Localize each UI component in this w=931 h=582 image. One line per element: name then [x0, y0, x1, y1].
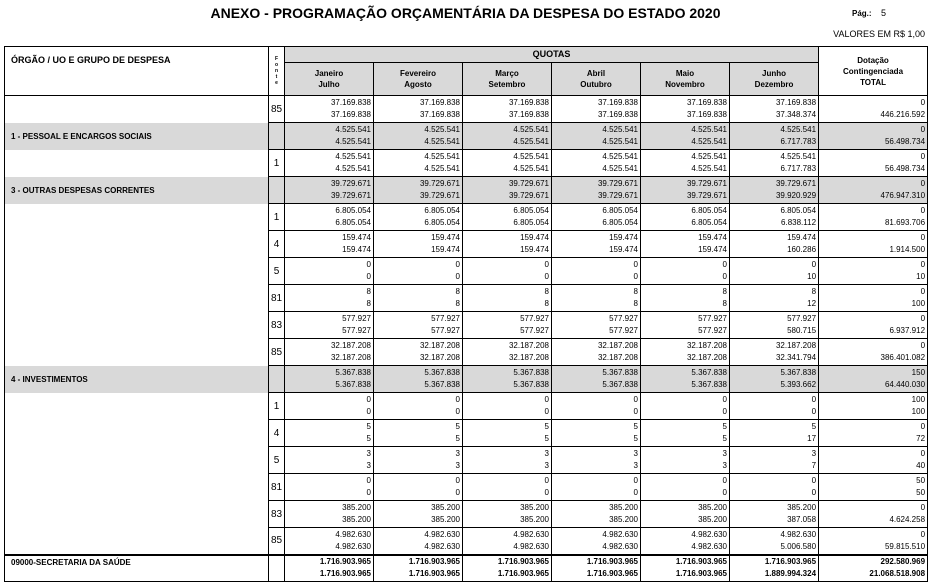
summary-row: [5, 555, 928, 582]
quota-cell: 0 0: [552, 474, 641, 501]
quota-cell: 0 0: [463, 393, 552, 420]
table-row: [5, 501, 928, 528]
fonte-cell: [269, 177, 285, 204]
quota-cell: 577.927 577.927: [285, 312, 374, 339]
fonte-cell: 1: [269, 150, 285, 177]
quota-cell: 0 0: [463, 474, 552, 501]
table-row: [5, 312, 928, 339]
report-title: ANEXO - PROGRAMAÇÃO ORÇAMENTÁRIA DA DESPESA DO ESTADO 2020: [210, 5, 721, 21]
quota-cell: 37.169.838 37.169.838: [285, 96, 374, 123]
total-cell: 100 100: [819, 393, 928, 420]
quota-cell: 6.805.054 6.805.054: [552, 204, 641, 231]
quota-cell: 577.927 580.715: [730, 312, 819, 339]
row-label: 3 - OUTRAS DESPESAS CORRENTES: [5, 177, 269, 204]
quota-cell: 37.169.838 37.169.838: [552, 96, 641, 123]
quota-cell: 32.187.208 32.187.208: [374, 339, 463, 366]
table-row: [5, 258, 928, 285]
row-label: 1 - PESSOAL E ENCARGOS SOCIAIS: [5, 123, 269, 150]
quota-cell: 4.525.541 4.525.541: [463, 150, 552, 177]
row-label: [5, 420, 269, 447]
quota-cell: 1.716.903.965 1.716.903.965: [641, 555, 730, 582]
quota-cell: 385.200 385.200: [285, 501, 374, 528]
total-cell: 0 1.914.500: [819, 231, 928, 258]
quota-cell: 39.729.671 39.729.671: [641, 177, 730, 204]
quota-cell: 4.982.630 4.982.630: [641, 528, 730, 555]
quota-cell: 8 8: [374, 285, 463, 312]
quota-cell: 4.982.630 4.982.630: [374, 528, 463, 555]
quota-cell: 4.982.630 4.982.630: [463, 528, 552, 555]
quota-cell: 5.367.838 5.367.838: [374, 366, 463, 393]
quota-cell: 4.525.541 4.525.541: [463, 123, 552, 150]
quota-cell: 5 5: [552, 420, 641, 447]
quota-cell: 0 0: [552, 393, 641, 420]
row-label: 4 - INVESTIMENTOS: [5, 366, 269, 393]
row-label: [5, 528, 269, 555]
quota-cell: 159.474 159.474: [552, 231, 641, 258]
quota-cell: 5.367.838 5.367.838: [641, 366, 730, 393]
quota-cell: 39.729.671 39.729.671: [374, 177, 463, 204]
total-cell: 0 446.216.592: [819, 96, 928, 123]
quota-cell: 0 0: [374, 393, 463, 420]
fonte-cell: 1: [269, 204, 285, 231]
table-row: [5, 474, 928, 501]
quota-cell: 8 8: [285, 285, 374, 312]
quota-cell: 5 17: [730, 420, 819, 447]
quota-cell: 4.982.630 4.982.630: [552, 528, 641, 555]
quota-cell: 0 0: [285, 258, 374, 285]
quota-cell: 0 0: [285, 393, 374, 420]
quota-cell: 159.474 159.474: [285, 231, 374, 258]
row-label: [5, 231, 269, 258]
quota-cell: 5 5: [463, 420, 552, 447]
quota-cell: 4.982.630 5.006.580: [730, 528, 819, 555]
fonte-cell: 85: [269, 339, 285, 366]
quota-cell: 4.525.541 4.525.541: [641, 123, 730, 150]
quota-cell: 577.927 577.927: [552, 312, 641, 339]
quota-cell: 0 0: [730, 393, 819, 420]
fonte-cell: [269, 555, 285, 582]
table-row: [5, 204, 928, 231]
month-header: Janeiro Julho: [285, 62, 374, 95]
table-row: [5, 447, 928, 474]
group-row: [5, 177, 928, 204]
row-label: [5, 393, 269, 420]
quota-cell: 4.525.541 4.525.541: [285, 123, 374, 150]
quota-cell: 1.716.903.965 1.889.994.324: [730, 555, 819, 582]
quota-cell: 577.927 577.927: [374, 312, 463, 339]
quota-cell: 3 3: [463, 447, 552, 474]
row-label: [5, 285, 269, 312]
row-label: [5, 474, 269, 501]
quota-cell: 1.716.903.965 1.716.903.965: [552, 555, 641, 582]
quota-cell: 1.716.903.965 1.716.903.965: [374, 555, 463, 582]
quota-cell: 385.200 387.058: [730, 501, 819, 528]
quota-cell: 0 0: [641, 474, 730, 501]
quota-cell: 37.169.838 37.169.838: [463, 96, 552, 123]
quota-cell: 32.187.208 32.187.208: [641, 339, 730, 366]
fonte-cell: 85: [269, 96, 285, 123]
table-row: [5, 231, 928, 258]
fonte-cell: 83: [269, 312, 285, 339]
total-cell: 0 6.937.912: [819, 312, 928, 339]
fonte-cell: [269, 123, 285, 150]
quota-cell: 6.805.054 6.805.054: [374, 204, 463, 231]
total-cell: 0 56.498.734: [819, 150, 928, 177]
quota-cell: 6.805.054 6.838.112: [730, 204, 819, 231]
row-label: [5, 150, 269, 177]
quota-cell: 3 7: [730, 447, 819, 474]
total-cell: 292.580.969 21.068.518.908: [819, 555, 928, 582]
total-cell: 0 4.624.258: [819, 501, 928, 528]
quota-cell: 5.367.838 5.367.838: [285, 366, 374, 393]
quota-cell: 32.187.208 32.341.794: [730, 339, 819, 366]
total-cell: 50 50: [819, 474, 928, 501]
quota-cell: 1.716.903.965 1.716.903.965: [463, 555, 552, 582]
quota-cell: 5.367.838 5.393.662: [730, 366, 819, 393]
quota-cell: 4.525.541 6.717.783: [730, 123, 819, 150]
quota-cell: 39.729.671 39.729.671: [552, 177, 641, 204]
table-row: [5, 285, 928, 312]
row-label: 09000-SECRETARIA DA SAÚDE: [5, 555, 269, 582]
quota-cell: 37.169.838 37.348.374: [730, 96, 819, 123]
row-label: [5, 258, 269, 285]
total-cell: 0 10: [819, 258, 928, 285]
fonte-cell: 4: [269, 231, 285, 258]
quota-cell: 5 5: [374, 420, 463, 447]
quota-cell: 3 3: [641, 447, 730, 474]
quota-cell: 8 8: [552, 285, 641, 312]
quota-cell: 39.729.671 39.729.671: [463, 177, 552, 204]
total-column-header: Dotação Contingenciada TOTAL: [819, 47, 928, 96]
fonte-cell: 5: [269, 447, 285, 474]
quota-cell: 0 10: [730, 258, 819, 285]
quota-cell: 385.200 385.200: [552, 501, 641, 528]
total-cell: 0 72: [819, 420, 928, 447]
quota-cell: 32.187.208 32.187.208: [285, 339, 374, 366]
quota-cell: 159.474 159.474: [463, 231, 552, 258]
quota-cell: 159.474 160.286: [730, 231, 819, 258]
total-cell: 0 56.498.734: [819, 123, 928, 150]
quota-cell: 32.187.208 32.187.208: [463, 339, 552, 366]
quota-cell: 0 0: [374, 474, 463, 501]
total-cell: 0 40: [819, 447, 928, 474]
table-row: [5, 420, 928, 447]
table-row: [5, 528, 928, 555]
total-cell: 0 386.401.082: [819, 339, 928, 366]
quota-cell: 8 8: [463, 285, 552, 312]
quota-cell: 159.474 159.474: [374, 231, 463, 258]
quota-cell: 3 3: [374, 447, 463, 474]
row-label: [5, 312, 269, 339]
quota-cell: 6.805.054 6.805.054: [463, 204, 552, 231]
quota-cell: 4.525.541 4.525.541: [552, 150, 641, 177]
quota-cell: 1.716.903.965 1.716.903.965: [285, 555, 374, 582]
fonte-cell: [269, 366, 285, 393]
fonte-cell: 1: [269, 393, 285, 420]
total-cell: 0 81.693.706: [819, 204, 928, 231]
fonte-cell: 5: [269, 258, 285, 285]
quota-cell: 0 0: [374, 258, 463, 285]
quota-cell: 5.367.838 5.367.838: [463, 366, 552, 393]
month-header: Março Setembro: [463, 62, 552, 95]
row-label: [5, 96, 269, 123]
quota-cell: 0 0: [730, 474, 819, 501]
quota-cell: 39.729.671 39.920.929: [730, 177, 819, 204]
row-label: [5, 204, 269, 231]
quota-cell: 3 3: [552, 447, 641, 474]
quota-cell: 4.525.541 4.525.541: [285, 150, 374, 177]
quota-cell: 4.525.541 4.525.541: [374, 123, 463, 150]
table-row: [5, 339, 928, 366]
total-cell: 0 59.815.510: [819, 528, 928, 555]
table-row: [5, 96, 928, 123]
budget-table: [4, 46, 928, 582]
group-row: [5, 366, 928, 393]
row-label: [5, 447, 269, 474]
quota-cell: 577.927 577.927: [641, 312, 730, 339]
quota-cell: 4.525.541 4.525.541: [374, 150, 463, 177]
group-row: [5, 123, 928, 150]
row-label: [5, 501, 269, 528]
fonte-cell: 85: [269, 528, 285, 555]
fonte-cell: 81: [269, 285, 285, 312]
quota-cell: 5 5: [641, 420, 730, 447]
quota-cell: 5.367.838 5.367.838: [552, 366, 641, 393]
total-cell: 0 100: [819, 285, 928, 312]
total-cell: 150 64.440.030: [819, 366, 928, 393]
month-header: Junho Dezembro: [730, 62, 819, 95]
quota-cell: 6.805.054 6.805.054: [641, 204, 730, 231]
quota-cell: 3 3: [285, 447, 374, 474]
quota-cell: 8 8: [641, 285, 730, 312]
quota-cell: 4.525.541 4.525.541: [552, 123, 641, 150]
quota-cell: 8 12: [730, 285, 819, 312]
quota-cell: 37.169.838 37.169.838: [641, 96, 730, 123]
row-label: [5, 339, 269, 366]
page-label: Pág.:: [852, 9, 872, 18]
quota-cell: 577.927 577.927: [463, 312, 552, 339]
quota-cell: 5 5: [285, 420, 374, 447]
total-cell: 0 476.947.310: [819, 177, 928, 204]
page-number: 5: [881, 8, 887, 18]
quotas-header: QUOTAS: [285, 47, 819, 63]
units-note: VALORES EM R$ 1,00: [833, 29, 925, 39]
quota-cell: 0 0: [641, 393, 730, 420]
fonte-cell: 4: [269, 420, 285, 447]
quota-cell: 4.525.541 4.525.541: [641, 150, 730, 177]
quota-cell: 385.200 385.200: [641, 501, 730, 528]
quota-cell: 4.982.630 4.982.630: [285, 528, 374, 555]
month-header: Abril Outubro: [552, 62, 641, 95]
quota-cell: 385.200 385.200: [463, 501, 552, 528]
quota-cell: 39.729.671 39.729.671: [285, 177, 374, 204]
month-header: Maio Novembro: [641, 62, 730, 95]
quota-cell: 385.200 385.200: [374, 501, 463, 528]
table-row: [5, 393, 928, 420]
quota-cell: 159.474 159.474: [641, 231, 730, 258]
quota-cell: 0 0: [463, 258, 552, 285]
quota-cell: 32.187.208 32.187.208: [552, 339, 641, 366]
fonte-cell: 83: [269, 501, 285, 528]
quota-cell: 0 0: [641, 258, 730, 285]
fonte-cell: 81: [269, 474, 285, 501]
quota-cell: 6.805.054 6.805.054: [285, 204, 374, 231]
quota-cell: 4.525.541 6.717.783: [730, 150, 819, 177]
org-column-header: ÓRGÃO / UO E GRUPO DE DESPESA: [5, 47, 269, 96]
fonte-column-header: F o n t e: [269, 47, 285, 96]
month-header: Fevereiro Agosto: [374, 62, 463, 95]
quota-cell: 0 0: [552, 258, 641, 285]
quota-cell: 0 0: [285, 474, 374, 501]
quota-cell: 37.169.838 37.169.838: [374, 96, 463, 123]
table-row: [5, 150, 928, 177]
